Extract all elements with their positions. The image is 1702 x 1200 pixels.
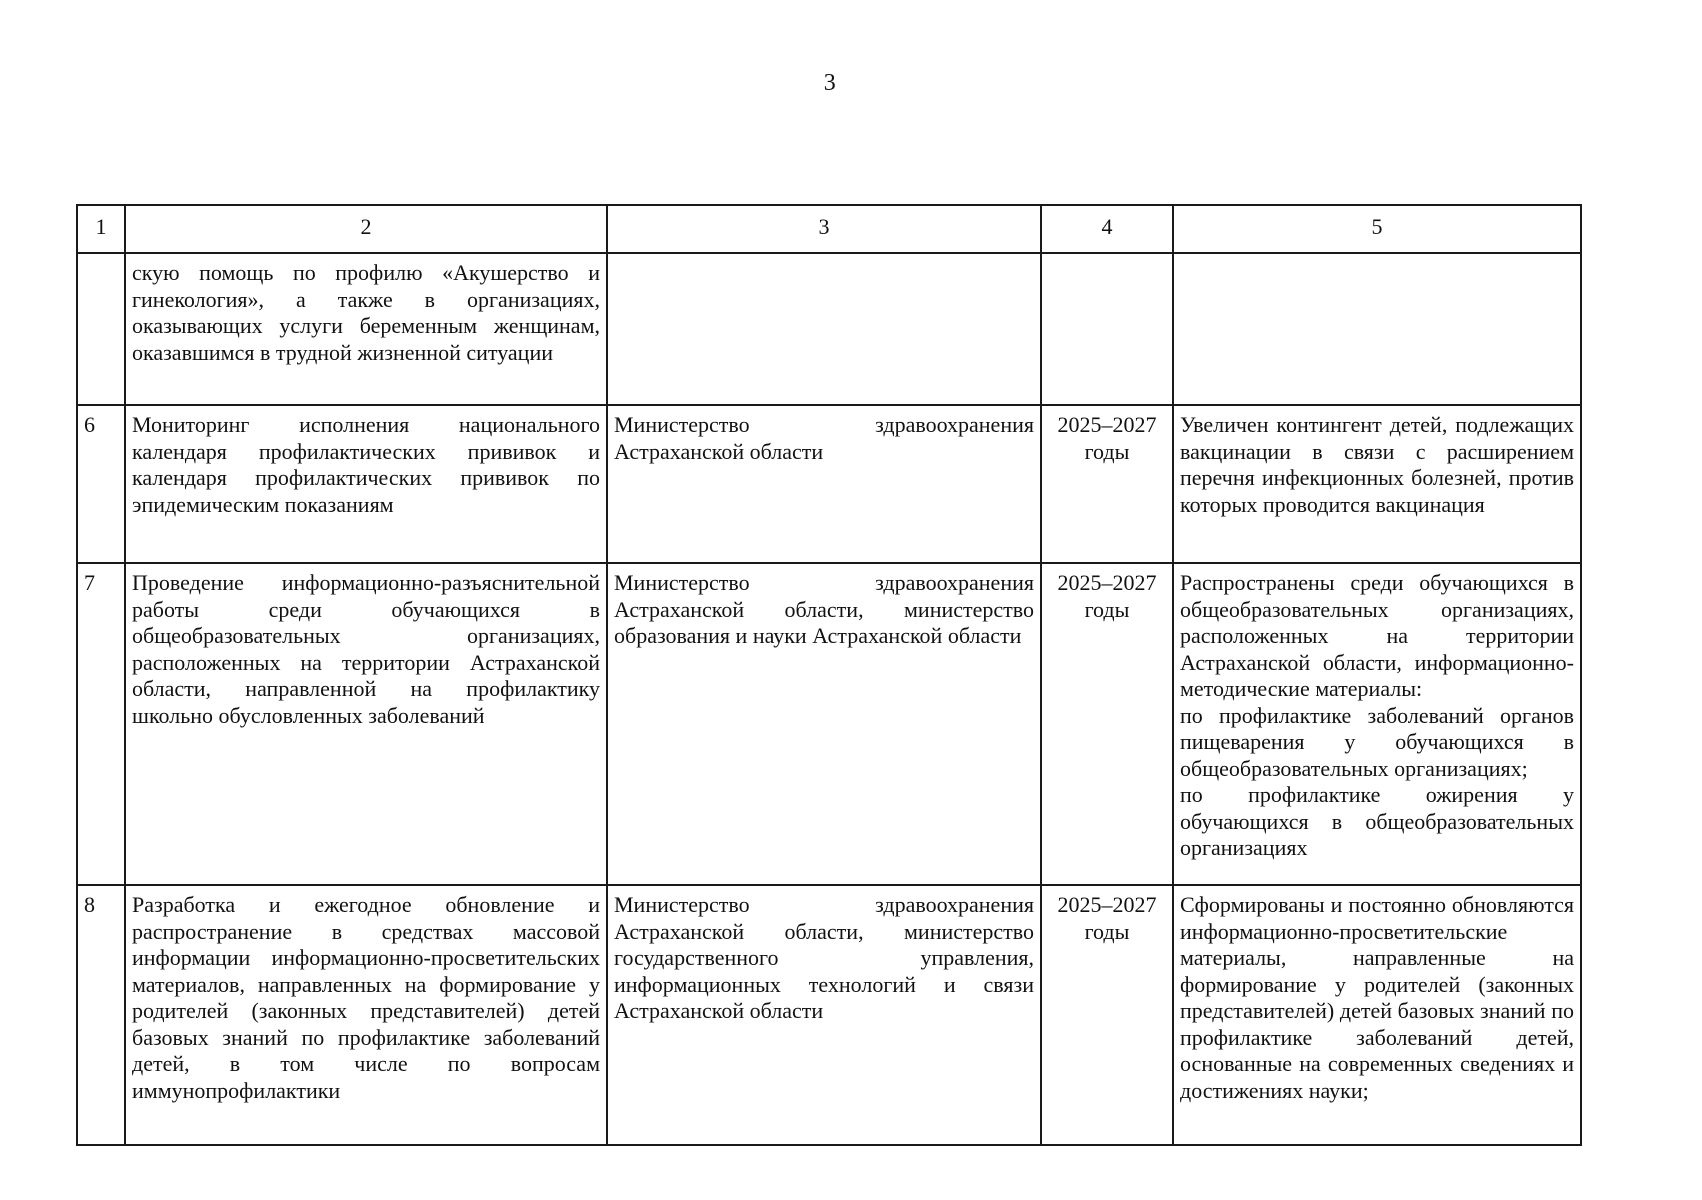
period-cell — [1041, 253, 1173, 405]
table-header-row — [77, 205, 1581, 253]
result-cell: Сформированы и постоянно обновляются информационно-просветительские материалы, направленные на формирование у родителей (законных представителей) детей базовых знаний по профилактике заболеваний детей, основанные на современных сведениях и достижениях науки; — [1173, 885, 1581, 1145]
row-number — [77, 253, 125, 405]
row-number: 8 — [77, 885, 125, 1145]
column-header-4: 4 — [1041, 205, 1173, 253]
responsible-cell: Министерство здравоохранения Астраханской области, министерство государственного управления, информационных технологий и связи Астраханской области — [607, 885, 1041, 1145]
responsible-cell: Министерство здравоохранения Астраханской области, министерство образования и науки Астраханской области — [607, 563, 1041, 885]
result-cell — [1173, 253, 1581, 405]
period-cell: 2025–2027 годы — [1041, 885, 1173, 1145]
table-row — [77, 405, 1581, 563]
table-row — [77, 885, 1581, 1145]
activity-cell: скую помощь по профилю «Акушерство и гинекология», а также в организациях, оказывающих услуги беременным женщинам, оказавшимся в трудной жизненной ситуации — [125, 253, 607, 405]
measures-table — [76, 204, 1582, 1146]
column-header-1: 1 — [77, 205, 125, 253]
responsible-cell: Министерство здравоохранения Астраханской области — [607, 405, 1041, 563]
activity-cell: Проведение информационно-разъяснительной работы среди обучающихся в общеобразовательных организациях, расположенных на территории Астраханской области, направленной на профилактику школьно обусловленных заболеваний — [125, 563, 607, 885]
period-cell: 2025–2027 годы — [1041, 563, 1173, 885]
responsible-cell — [607, 253, 1041, 405]
row-number: 7 — [77, 563, 125, 885]
activity-cell: Разработка и ежегодное обновление и распространение в средствах массовой информации информационно-просветительских материалов, направленных на формирование у родителей (законных представителей) детей базовых знаний по профилактике заболеваний детей, в том числе по вопросам иммунопрофилактики — [125, 885, 607, 1145]
result-cell: Увеличен контингент детей, подлежащих вакцинации в связи с расширением перечня инфекционных болезней, против которых проводится вакцинация — [1173, 405, 1581, 563]
column-header-2: 2 — [125, 205, 607, 253]
row-number: 6 — [77, 405, 125, 563]
table-row — [77, 563, 1581, 885]
activity-cell: Мониторинг исполнения национального календаря профилактических прививок и календаря профилактических прививок по эпидемическим показаниям — [125, 405, 607, 563]
table-row — [77, 253, 1581, 405]
column-header-3: 3 — [607, 205, 1041, 253]
result-cell: Распространены среди обучающихся в общеобразовательных организациях, расположенных на территории Астраханской области, информационно-методические материалы: по профилактике заболеваний органов пищеварения у обучающихся в общеобразовательных организациях; по профилактике ожирения у обучающихся в общеобразовательных организациях — [1173, 563, 1581, 885]
page-number: 3 — [823, 70, 837, 96]
period-cell: 2025–2027 годы — [1041, 405, 1173, 563]
column-header-5: 5 — [1173, 205, 1581, 253]
